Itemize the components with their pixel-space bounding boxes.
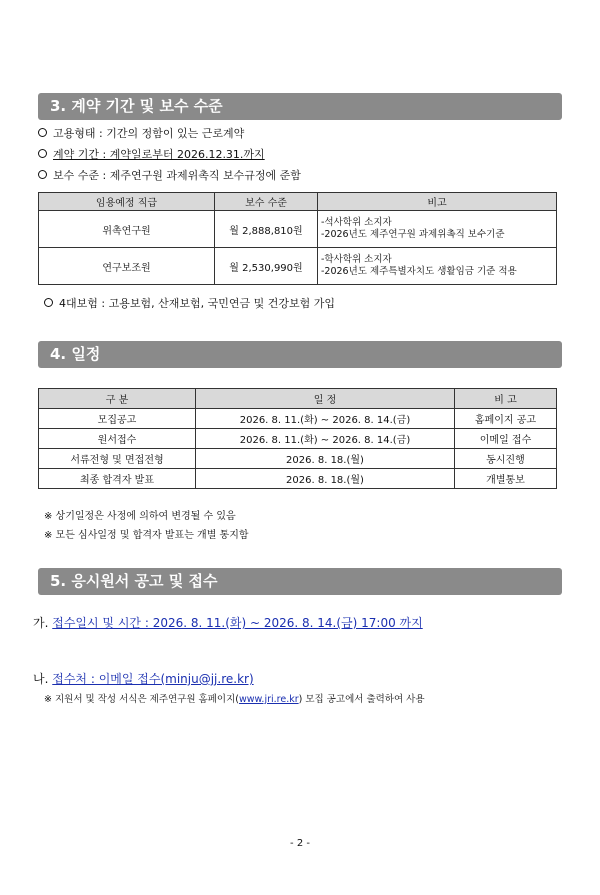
schedule-note-1: ※ 상기일정은 사정에 의하여 변경될 수 있음 <box>44 511 236 522</box>
table-row <box>39 449 557 469</box>
schedule-cell: 2026. 8. 11.(화) ~ 2026. 8. 14.(금) <box>196 409 455 429</box>
pay-table <box>38 192 557 285</box>
category-cell: 서류전형 및 면접전형 <box>39 449 196 469</box>
header-pay: 보수 수준 <box>215 193 318 211</box>
page-number: - 2 - <box>290 838 310 849</box>
note-text: ) 모집 공고에서 출력하여 사용 <box>298 694 425 705</box>
bullet-text: 4대보험 : 고용보험, 산재보험, 국민연금 및 건강보험 가입 <box>59 297 335 310</box>
header-rank: 임용예정 직급 <box>39 193 215 211</box>
category-cell: 모집공고 <box>39 409 196 429</box>
bullet-employment-type <box>38 127 244 141</box>
category-cell: 최종 합격자 발표 <box>39 469 196 489</box>
bullet-text: 고용형태 : 기간의 정함이 있는 근로계약 <box>53 127 245 140</box>
bullet-contract-period <box>38 148 265 162</box>
header-remark: 비 고 <box>455 389 557 409</box>
schedule-cell: 2026. 8. 11.(화) ~ 2026. 8. 14.(금) <box>196 429 455 449</box>
application-period <box>33 615 423 631</box>
bullet-text: 계약 기간 : 계약일로부터 2026.12.31.까지 <box>53 148 265 161</box>
note-line: -2026년도 제주특별자치도 생활임금 기준 적용 <box>321 266 517 277</box>
header-schedule: 일 정 <box>196 389 455 409</box>
circle-bullet-icon <box>38 170 47 179</box>
remark-cell: 동시진행 <box>455 449 557 469</box>
circle-bullet-icon <box>44 298 53 307</box>
table-row <box>39 429 557 449</box>
pay-cell: 월 2,888,810원 <box>215 211 318 248</box>
note-line: -학사학위 소지자 <box>321 254 392 265</box>
bullet-pay-level <box>38 169 301 183</box>
table-row <box>39 469 557 489</box>
section-4-header: 4. 일정 <box>38 341 562 368</box>
remark-cell: 개별통보 <box>455 469 557 489</box>
table-row <box>39 409 557 429</box>
bullet-text: 보수 수준 : 제주연구원 과제위촉직 보수규정에 준함 <box>53 169 301 182</box>
item-prefix: 나. <box>33 672 49 686</box>
pay-cell: 월 2,530,990원 <box>215 248 318 285</box>
note-text: ※ 지원서 및 작성 서식은 제주연구원 홈페이지( <box>44 694 239 705</box>
item-prefix: 가. <box>33 616 49 630</box>
category-cell: 원서접수 <box>39 429 196 449</box>
schedule-cell: 2026. 8. 18.(월) <box>196 449 455 469</box>
application-period-text: 접수일시 및 시간 : 2026. 8. 11.(화) ~ 2026. 8. 14.(금) 17:00 까지 <box>52 616 423 630</box>
rank-cell: 위촉연구원 <box>39 211 215 248</box>
header-note: 비고 <box>318 193 557 211</box>
note-cell <box>318 248 557 285</box>
bullet-insurance <box>44 297 335 311</box>
note-line: -2026년도 제주연구원 과제위촉직 보수기준 <box>321 229 505 240</box>
circle-bullet-icon <box>38 149 47 158</box>
table-row <box>39 211 557 248</box>
table-row <box>39 248 557 285</box>
note-cell <box>318 211 557 248</box>
schedule-note-2: ※ 모든 심사일정 및 합격자 발표는 개별 통지함 <box>44 530 249 541</box>
circle-bullet-icon <box>38 128 47 137</box>
form-download-note <box>44 693 425 706</box>
note-line: -석사학위 소지자 <box>321 217 392 228</box>
schedule-table <box>38 388 557 489</box>
remark-cell: 홈페이지 공고 <box>455 409 557 429</box>
header-category: 구 분 <box>39 389 196 409</box>
rank-cell: 연구보조원 <box>39 248 215 285</box>
application-place-text: 접수처 : 이메일 접수(minju@jj.re.kr) <box>52 672 254 686</box>
remark-cell: 이메일 접수 <box>455 429 557 449</box>
application-place <box>33 671 254 687</box>
schedule-cell: 2026. 8. 18.(월) <box>196 469 455 489</box>
section-5-header: 5. 응시원서 공고 및 접수 <box>38 568 562 595</box>
homepage-link[interactable]: www.jri.re.kr <box>238 694 299 705</box>
section-3-header: 3. 계약 기간 및 보수 수준 <box>38 93 562 120</box>
